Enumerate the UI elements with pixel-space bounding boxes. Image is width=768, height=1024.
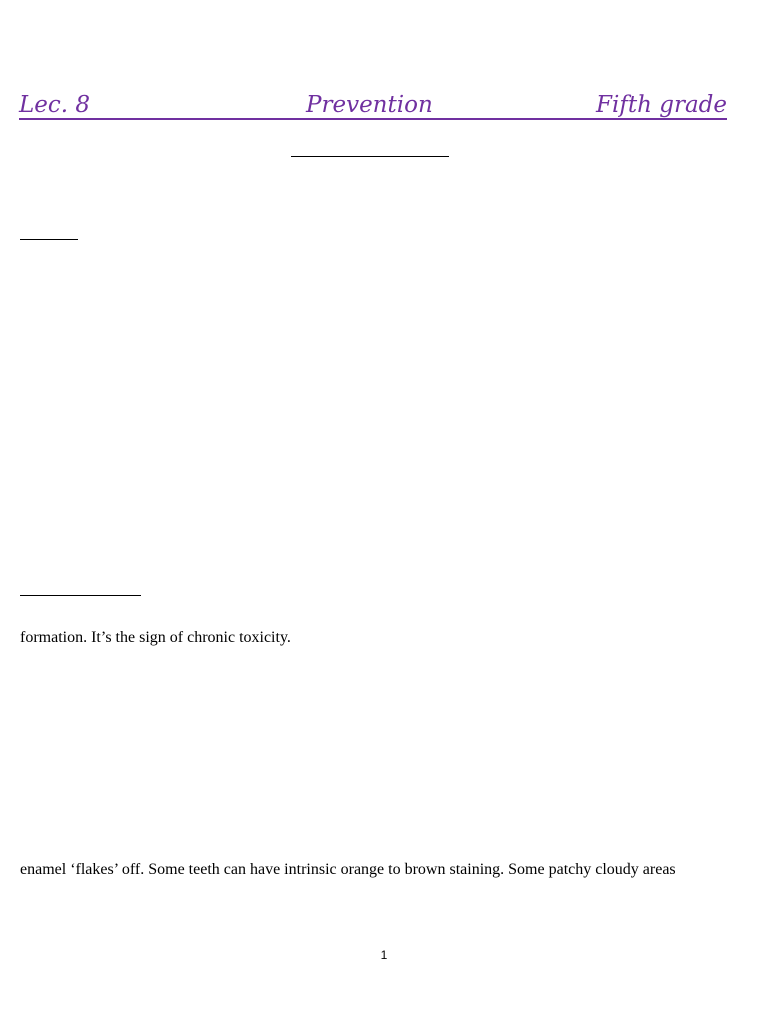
body-text-line: enamel ‘flakes’ off. Some teeth can have intrinsic orange to brown staining. Some patchy cloudy areas [20,861,676,878]
page-header [19,88,727,120]
body-text-line: formation. It’s the sign of chronic toxicity. [20,629,291,646]
title-underline [291,156,449,157]
heading-underline-short [20,239,78,240]
page-number: 1 [380,948,388,962]
lecture-number: Lec. 8 [19,92,91,118]
heading-underline-long [20,595,141,596]
subject-title: Prevention [306,92,433,118]
grade-label: Fifth grade [596,92,727,118]
